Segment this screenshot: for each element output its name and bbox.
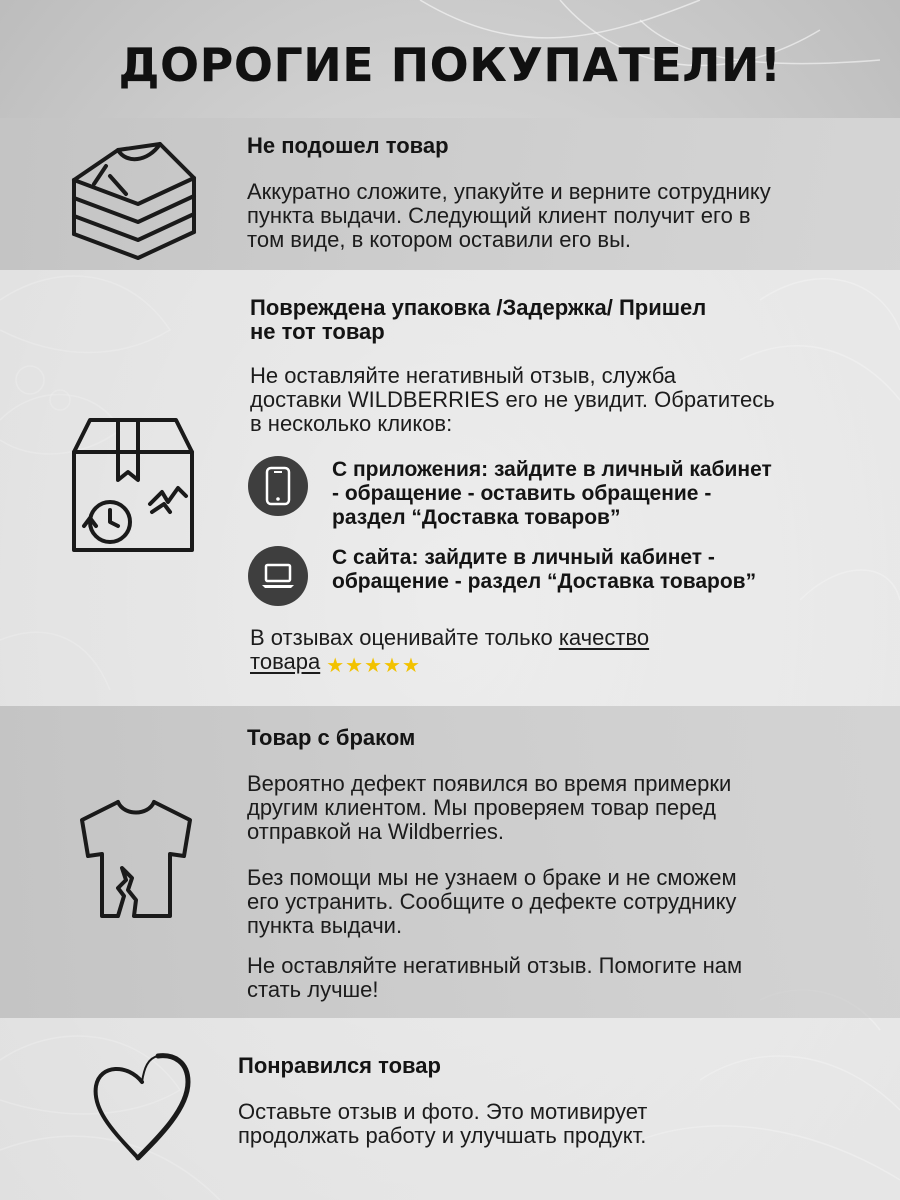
quality-link: качество bbox=[558, 625, 650, 650]
defect-para-1: Вероятно дефект появился во время примерки другим клиентом. Мы проверяем товар перед отправкой на Wildberries. bbox=[247, 771, 732, 844]
defect-para-2: Без помощи мы не узнаем о браке и не сможем его устранить. Сообщите о дефекте сотруднику пункта выдачи. bbox=[247, 865, 737, 938]
heart-icon bbox=[88, 1052, 198, 1164]
app-instructions: С приложения: зайдите в личный кабинет - обращение - оставить обращение - раздел “Доставка товаров” bbox=[332, 458, 772, 529]
not-fit-text: Аккуратно сложите, упакуйте и верните сотруднику пункта выдачи. Следующий клиент получит его в том виде, в котором оставили его вы. bbox=[247, 179, 771, 252]
five-stars-icon: ★★★★★ bbox=[326, 655, 421, 677]
app-circle bbox=[248, 456, 308, 516]
site-instructions: С сайта: зайдите в личный кабинет - обращение - раздел “Доставка товаров” bbox=[332, 546, 757, 593]
damaged-heading: Повреждена упаковка /Задержка/ Пришел не тот товар bbox=[250, 295, 707, 344]
folded-clothes-icon bbox=[66, 136, 202, 264]
page-title: ДОРОГИЕ ПОКУПАТЕЛИ! bbox=[118, 38, 782, 92]
torn-tshirt-icon bbox=[78, 796, 194, 922]
quality-link-cont: товара bbox=[250, 649, 321, 674]
liked-heading: Понравился товар bbox=[238, 1053, 441, 1078]
defect-para-3: Не оставляйте негативный отзыв. Помогите нам стать лучше! bbox=[247, 953, 743, 1002]
liked-text: Оставьте отзыв и фото. Это мотивирует продолжать работу и улучшать продукт. bbox=[238, 1099, 648, 1148]
smartphone-icon bbox=[265, 466, 291, 506]
defect-heading: Товар с браком bbox=[247, 725, 416, 750]
damaged-text: Не оставляйте негативный отзыв, служба доставки WILDBERRIES его не увидит. Обратитесь в несколько кликов: bbox=[250, 363, 775, 436]
review-note: В отзывах оценивайте только качество товара ★★★★★ bbox=[250, 625, 650, 677]
laptop-icon bbox=[260, 563, 296, 589]
not-fit-heading: Не подошел товар bbox=[247, 133, 449, 158]
damaged-box-icon bbox=[70, 416, 196, 554]
site-circle bbox=[248, 546, 308, 606]
